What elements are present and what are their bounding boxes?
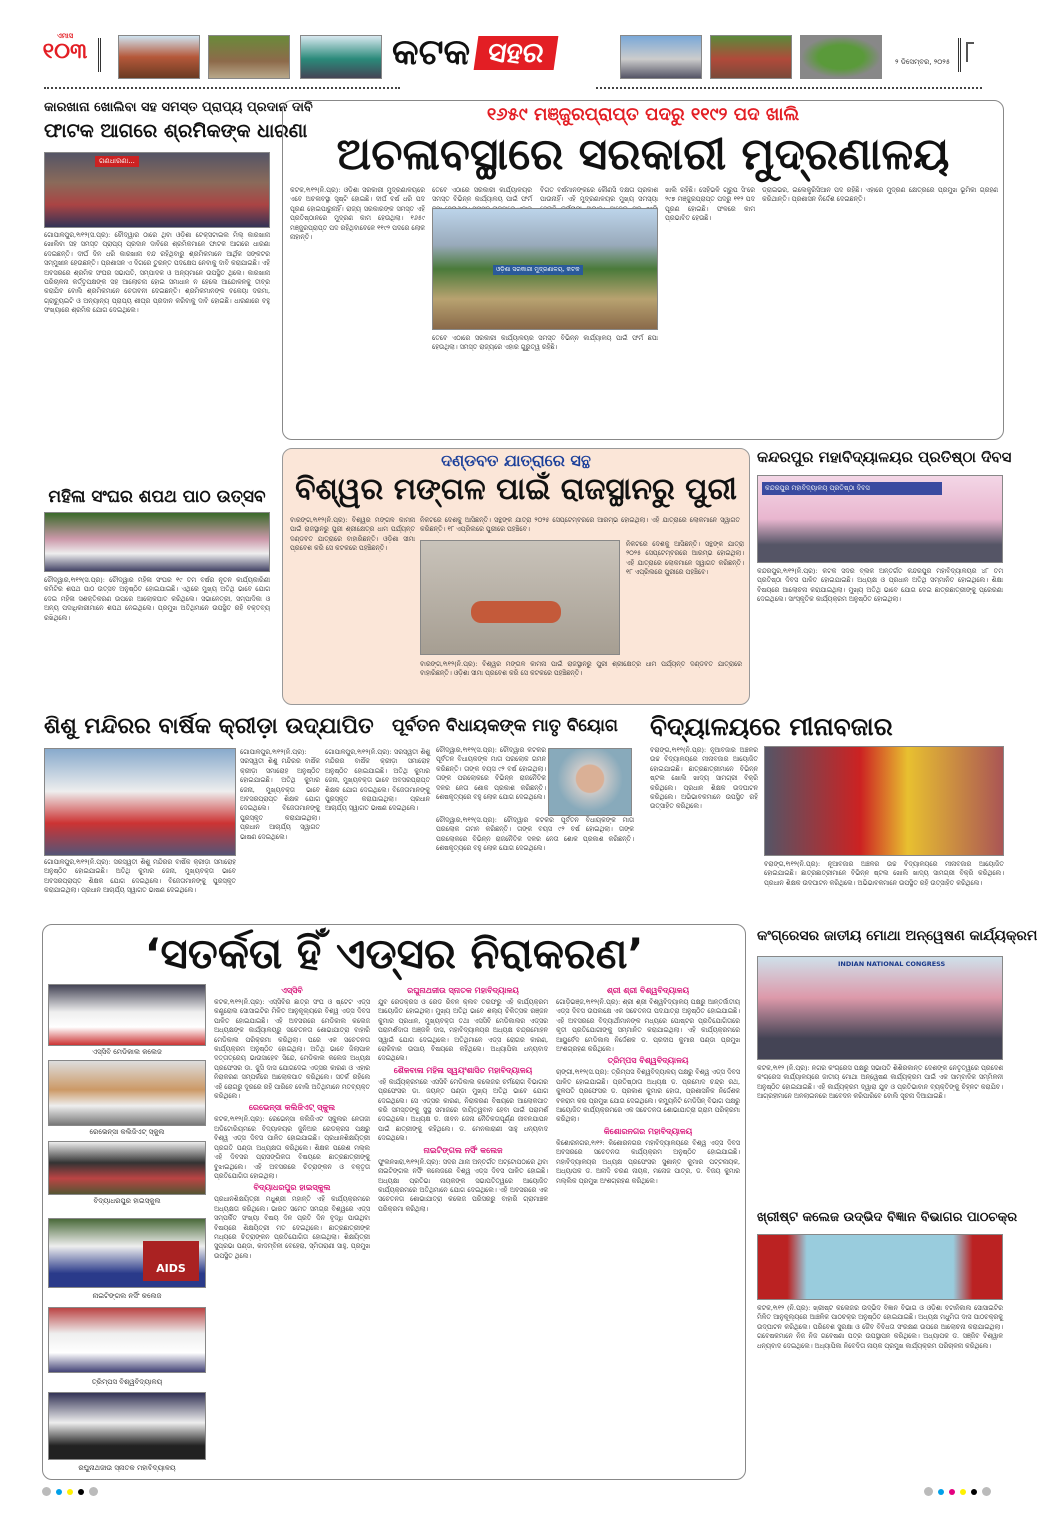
section-body: ଫୁଲନଖରା,୧ା୧୨(ନି.ପ୍ର): ସଦର ଥାନା ଅନ୍ତର୍ଗତ ଅଟ୍ଟୋପଠାରେ ଥିବା ନାଇଟିଙ୍ଗଲ ନର୍ସିଂ କଲେଜରେ ବିଶ୍ୱ ଏଡ୍‌ସ ଦିବସ ପାଳିତ ହୋଇଛି। ଅଧ୍ୟକ୍ଷା ପ୍ରତିଭା ନାୟକଙ୍କ ସଭାପତିତ୍ୱରେ ଆୟୋଜିତ କାର୍ଯ୍ୟକ୍ରମରେ ଅତିଥିମାନେ ଯୋଗ ଦେଇଥିଲେ। ଏହି ଅବସରରେ ଏକ ସଚେତନତା ଶୋଭାଯାତ୍ରା କଲେଜ ପରିସରରୁ ବାହାରି ଗ୍ରାମାଞ୍ଚଳ ପରିକ୍ରମା କରିଥିଲା।	[378, 1157, 548, 1213]
ravenshaw-photo	[48, 1060, 206, 1126]
registration-dot	[949, 1489, 955, 1495]
masthead	[0, 30, 1020, 90]
registration-dot	[971, 1489, 977, 1495]
press-building-photo	[432, 208, 658, 330]
sports-photo	[44, 748, 236, 856]
registration-dot	[89, 1487, 98, 1496]
header-photo-temple	[118, 35, 200, 79]
section-head: ଶୈଳବାଳା ମହିଳା ସ୍ୱୟଂଶାସିତ ମହାବିଦ୍ୟାଳୟ	[393, 1065, 533, 1075]
header-photo-fort	[208, 35, 290, 79]
obituary-body-top: ଚୌଦ୍ୱାର,୧ା୧୨(ସ.ପ୍ର): ଚୌଦ୍ୱାର କଟକର ପୂର୍ବତନ ବିଧାୟକଙ୍କ ମାତା ପରଲୋକ ଗମନ କରିଛନ୍ତି। ତାଙ୍କ ବୟସ ୯୨ ବର୍ଷ ହୋଇଥିଲା। ତାଙ୍କ ପରଲୋକରେ ବିଭିନ୍ନ ରାଜନୈତିକ ଦଳର ନେତା ଶୋକ ପ୍ରକାଶ କରିଛନ୍ତି। ଶେଷକୃତ୍ୟରେ ବହୁ ଲୋକ ଯୋଗ ଦେଇଥିଲେ।	[436, 746, 546, 802]
section-body: ପ୍ରଧାନଶିକ୍ଷୟିତ୍ରୀ ମଧୁଶ୍ରୀ ମହାନ୍ତି ଏହି କାର୍ଯ୍ୟକ୍ରମରେ ଅଧ୍ୟକ୍ଷତା କରିଥିଲେ। ଭାରତ ସମେତ ସମଗ୍ର ବିଶ୍ୱରେ ଏଡ୍‌ସ ସମ୍ପର୍କିତ ସଂଖ୍ୟା ବିଷୟ ଦିନ ପ୍ରତି ଦିନ ବୃଦ୍ଧି ପାଉଥିବା ବିଷୟରେ ଶିକ୍ଷୟିତ୍ରୀ ମତ ଦେଇଥିଲେ। ଛାତ୍ରଛାତ୍ରୀଙ୍କ ମଧ୍ୟରେ ଚିତ୍ରାଙ୍କନ ପ୍ରତିଯୋଗିତା ହୋଇଥିଲା। ଶିକ୍ଷୟିତ୍ରୀ ସୁପ୍ରଭା ପଣ୍ଡା, କାଦମ୍ବିନୀ ବେହେରା, ସ୍ମିତାରାଣୀ ସାହୁ, ପ୍ରମୁଖ ଉପସ୍ଥିତ ଥିଲେ।	[214, 1195, 370, 1260]
edition-badge-top: ଏମାସ	[56, 32, 74, 40]
obituary-portrait	[548, 748, 632, 816]
congress-body: କଟକ,୧ା୧୨ (ନି.ପ୍ର): ନଗର କଂଗ୍ରେସ ପକ୍ଷରୁ ସଭାପତି ଶିଶିରକାନ୍ତ ଦେଶଙ୍କ ନେତୃତ୍ୱରେ ପ୍ରଦେଶ କଂଗ୍ରେସ କାର୍ଯ୍ୟାଳୟରେ ଜାତୀୟ ମୋଥା ଅନ୍ୱେଷଣ କାର୍ଯ୍ୟକ୍ରମ ପାଇଁ ଏକ ସାମ୍ବାଦିକ ସମ୍ମିଳନୀ ଅନୁଷ୍ଠିତ ହୋଇଯାଇଛି। ଏହି କାର୍ଯ୍ୟକ୍ରମ ଦ୍ୱାରା ଯୁବ ଓ ପ୍ରତିଭାବାନ ବ୍ୟକ୍ତିଙ୍କୁ ଚିହ୍ନଟ କରାଯିବ। ଆଗ୍ରହୀମାନେ ଅନଲାଇନରେ ଆବେଦନ କରିପାରିବେ ବୋଲି ସୂଚନା ଦିଆଯାଇଛି।	[757, 1064, 1003, 1101]
raghunathjew-photo	[48, 1392, 206, 1460]
registration-dot	[67, 1489, 73, 1495]
section-body: ଗୋଡ଼ିଭଞ୍ଜ,୧ା୧୨(ନି.ପ୍ର): ଶ୍ରୀ ଶ୍ରୀ ବିଶ୍ୱବିଦ୍ୟାଳୟ ପକ୍ଷରୁ ଆନ୍ତର୍ଜାତୀୟ ଏଡ୍‌ସ ଦିବସ ଉପଲକ୍ଷେ ଏକ ସଚେତନତା ପଦଯାତ୍ରା ଅନୁଷ୍ଠିତ ହୋଇଯାଇଛି। ଏହି ଅବସରରେ ବିଦ୍ୟାର୍ଥୀମାନଙ୍କ ମଧ୍ୟରେ ପୋଷ୍ଟର ପ୍ରତିଯୋଗିତାରେ କୃତୀ ପ୍ରତିଯୋଗୀଙ୍କୁ ସମ୍ମାନିତ କରାଯାଇଥିଲା। ଏହି କାର୍ଯ୍ୟକ୍ରମରେ ଆୟୁର୍ବେଦ ମେଡିକାଲ ନିର୍ଦ୍ଦେଶକ ଡ. ପ୍ରଦୀପ କୁମାର ପଣ୍ଡା ପ୍ରମୁଖ ଅଂଶଗ୍ରହଣ କରିଥିଲେ।	[556, 998, 740, 1054]
header-photo-station	[300, 35, 382, 79]
lead-body-col5: ଡ୍ରାଇଭର, ଇଲେକ୍ଟ୍ରିସିଆନ ପଦ ରହିଛି। ଏହାରେ ମୁଦ୍ରଣ କ୍ଷେତ୍ରରେ ପ୍ରମୁଖ ଭୂମିକା ଗ୍ରହଣ କରିଥାନ୍ତି। ପ୍ରଶାସନ ନିର୍ଦ୍ଦେଶ ଦେଇଛନ୍ତି।	[762, 186, 998, 204]
registration-dot	[960, 1489, 966, 1495]
shishu-body-col2: ଗୋପାଳପୁର,୧ା୧୨(ନି.ପ୍ର): ସରସ୍ୱତୀ ଶିଶୁ ମନ୍ଦିରର ବାର୍ଷିକ କ୍ରୀଡ଼ା ସମାରୋହ ଅନୁଷ୍ଠିତ ହୋଇଯାଇଛି। ଅତିଥି କୁମାର ଜେନା, ମୁଖ୍ୟବକ୍ତା ଭାବେ ଅବସରପ୍ରାପ୍ତ ଶିକ୍ଷକ ଯୋଗ ଦେଇଥିଲେ। ବିଜେତାମାନଙ୍କୁ ପୁରସ୍କୃତ କରାଯାଇଥିଲା। ପ୍ରଧାନ ଆଚାର୍ଯ୍ୟ ସ୍ୱାଗତ ଭାଷଣ ଦେଇଥିଲେ।	[325, 748, 430, 813]
left-top-kicker: କାରଖାନା ଖୋଲିବା ସହ ସମସ୍ତ ପ୍ରାପ୍ୟ ପ୍ରଦାନ ଦାବି	[44, 100, 313, 115]
lead-headline: ଅଚଳାବସ୍ଥାରେ ସରକାରୀ ମୁଦ୍ରଣାଳୟ	[336, 129, 950, 180]
section-head: ବିଦ୍ୟାଧରପୁର ହାଇସ୍କୁଲ	[253, 1183, 331, 1193]
registration-dot	[924, 1487, 933, 1496]
danda-body-bottom: ବାରଙ୍ଗ,୧ା୧୨(ନି.ପ୍ର): ବିଶ୍ୱର ମଙ୍ଗଳ କାମନା ପାଇଁ ରାଜସ୍ଥାନରୁ ପୁରୀ ଶ୍ରୀକ୍ଷେତ୍ର ଧାମ ପର୍ଯ୍ୟନ୍ତ ଦଣ୍ଡବତ ଯାତ୍ରାରେ ବାହାରିଛନ୍ତି। ଓଡ଼ିଶା ସୀମା ପ୍ରବେଶ କରି ସେ କଟକରେ ପହଞ୍ଚିଛନ୍ତି।	[420, 660, 742, 678]
header-photo-heritage	[710, 35, 792, 79]
section-head: ଶ୍ରୀ ଶ୍ରୀ ବିଶ୍ୱବିଦ୍ୟାଳୟ	[606, 986, 690, 995]
shishu-headline: ଶିଶୁ ମନ୍ଦିରର ବାର୍ଷିକ କ୍ରୀଡ଼ା ଉଦ୍‌ଯାପିତ	[44, 714, 374, 739]
obituary-body: ଚୌଦ୍ୱାର,୧ା୧୨(ସ.ପ୍ର): ଚୌଦ୍ୱାର କଟକର ପୂର୍ବତନ ବିଧାୟକଙ୍କ ମାତା ପରଲୋକ ଗମନ କରିଛନ୍ତି। ତାଙ୍କ ବୟସ ୯୨ ବର୍ଷ ହୋଇଥିଲା। ତାଙ୍କ ପରଲୋକରେ ବିଭିନ୍ନ ରାଜନୈତିକ ଦଳର ନେତା ଶୋକ ପ୍ରକାଶ କରିଛନ୍ତି। ଶେଷକୃତ୍ୟରେ ବହୁ ଲୋକ ଯୋଗ ଦେଇଥିଲେ।	[436, 816, 634, 853]
meena-bazaar-photo	[764, 746, 1004, 856]
building-signboard: ଓଡ଼ିଶା ସରକାରୀ ମୁଦ୍ରଣାଳୟ, କଟକ	[493, 265, 583, 275]
danda-headline: ବିଶ୍ୱର ମଙ୍ଗଳ ପାଇଁ ରାଜସ୍ଥାନରୁ ପୁରୀ	[295, 472, 737, 507]
lead-kicker: ୧୬୫୯ ମଞ୍ଜୁରପ୍ରାପ୍ତ ପଦରୁ ୧୧୯୨ ପଦ ଖାଲି	[486, 104, 800, 125]
registration-dot	[78, 1489, 84, 1495]
photo-banner: ଗଣଧାରଣା...	[95, 156, 139, 167]
shishu-body-right: ଗୋପାଳପୁର,୧ା୧୨(ନି.ପ୍ର): ସରସ୍ୱତୀ ଶିଶୁ ମନ୍ଦିରର ବାର୍ଷିକ କ୍ରୀଡ଼ା ସମାରୋହ ଅନୁଷ୍ଠିତ ହୋଇଯାଇଛି। ଅତିଥି କୁମାର ଜେନା, ମୁଖ୍ୟବକ୍ତା ଭାବେ ଅବସରପ୍ରାପ୍ତ ଶିକ୍ଷକ ଯୋଗ ଦେଇଥିଲେ। ବିଜେତାମାନଙ୍କୁ ପୁରସ୍କୃତ କରାଯାଇଥିଲା। ପ୍ରଧାନ ଆଚାର୍ଯ୍ୟ ସ୍ୱାଗତ ଭାଷଣ ଦେଇଥିଲେ।	[240, 748, 320, 841]
meena-bazaar-body-left: ବରାଙ୍ଗ,୧ା୧୨(ନି.ପ୍ର): ନୂଆବଜାର ଅଞ୍ଚଳର ଉଚ୍ଚ ବିଦ୍ୟାଳୟରେ ମୀନାବଜାର ଆୟୋଜିତ ହୋଇଯାଇଛି। ଛାତ୍ରଛାତ୍ରୀମାନେ ବିଭିନ୍ନ ଷ୍ଟଲ ଖୋଲି ଖାଦ୍ୟ ସାମଗ୍ରୀ ବିକ୍ରି କରିଥିଲେ। ପ୍ରଧାନ ଶିକ୍ଷକ ଉଦଘାଟନ କରିଥିଲେ। ଅଭିଭାବକମାନେ ଉପସ୍ଥିତ ରହି ଉତ୍ସାହିତ କରିଥିଲେ।	[650, 746, 758, 811]
christ-college-headline: ଖ୍ରୀଷ୍ଟ କଲେଜ ଉଦ୍ଭିଦ ବିଜ୍ଞାନ ବିଭାଗର ପାଠଚକ୍ର	[757, 1210, 1018, 1225]
workers-dharna-photo	[44, 152, 270, 228]
scb-photo	[48, 984, 206, 1046]
header-rule-left	[44, 87, 400, 89]
header-photo-stadium	[800, 35, 882, 79]
lead-body-under-photo: ତେବେ ଏଠାରେ ସରକାରୀ କାର୍ଯ୍ୟାଳୟର ସମସ୍ତ ବିଭିନ୍ନ କାର୍ଯ୍ୟାଳୟ ପାଇଁ ଫର୍ମ ଛପା ହେଉଥିଲା। ସମସ୍ତ ରାଜ୍ୟରେ ଏହାର ଗୁରୁତ୍ୱ ରହିଛି।	[432, 334, 658, 352]
aids-column-3	[556, 984, 740, 1474]
congress-press-photo	[757, 956, 1003, 1060]
photo-caption: ରେଭେନ୍ସା କଲିଜିଏଟ୍ ସ୍କୁଲ	[89, 1128, 165, 1136]
photo-caption: ତ୍ରିମ୍ପସ ବିଶ୍ୱବିଦ୍ୟାଳୟ	[91, 1378, 163, 1386]
saint-dandabat-photo	[420, 540, 620, 655]
masthead-title-left: କଟକ	[392, 32, 471, 73]
aids-placard: AIDS	[143, 1241, 199, 1281]
kandarpur-headline: କନ୍ଦରପୁର ମହାବିଦ୍ୟାଳୟର ପ୍ରତିଷ୍ଠା ଦିବସ	[757, 448, 1012, 466]
christ-college-photo	[757, 1234, 1003, 1300]
saint-figure	[471, 601, 561, 623]
masthead-title	[392, 32, 556, 74]
aids-headline: ‘ସତର୍କତା ହିଁ ଏଡ୍‌ସର ନିରାକରଣ’	[144, 929, 644, 978]
kandarpur-body: କନ୍ଦରପୁର,୧ା୧୨(ନି.ପ୍ର): କଟକ ସଦର ବ୍ଲକ ଅନ୍ତର୍ଗତ କନ୍ଦରପୁର ମହାବିଦ୍ୟାଳୟର ୪୮ ତମ ପ୍ରତିଷ୍ଠା ଦିବସ ପାଳିତ ହୋଇଯାଇଛି। ଅଧ୍ୟକ୍ଷ ଓ ପ୍ରଧାନ ଅତିଥି ସମ୍ମାନିତ ହୋଇଥିଲେ। ଶିକ୍ଷା ବିଷୟରେ ଆଲୋଚନା କରାଯାଇଥିଲା। ମୁଖ୍ୟ ଅତିଥି ଭାବେ ଯୋଗ ଦେଇ ଛାତ୍ରଛାତ୍ରୀଙ୍କୁ ପ୍ରେରଣା ଦେଇଥିଲେ। ସାଂସ୍କୃତିକ କାର୍ଯ୍ୟକ୍ରମ ଅନୁଷ୍ଠିତ ହୋଇଥିଲା।	[757, 567, 1003, 604]
left-mid-title: ମହିଳା ସଂଘର ଶପଥ ପାଠ ଉତ୍ସବ	[48, 487, 266, 507]
trimps-photo	[48, 1307, 206, 1373]
section-body: କଟକ,୧ା୧୨(ନି.ପ୍ର): ଏସ୍‌ସିବିର ଛାତ୍ର ସଂଘ ଓ ଷ୍ଟେଟ ଏଡ୍‌ସ କଣ୍ଟ୍ରୋଲ ସୋସାଇଟିର ମିଳିତ ଆନୁକୂଲ୍ୟରେ ବିଶ୍ୱ ଏଡ୍‌ସ ଦିବସ ପାଳିତ ହୋଇଯାଇଛି। ଏହି ଅବସରରେ ମେଡିକାଲ କଲେଜ ଅଧ୍ୟକ୍ଷଙ୍କ କାର୍ଯ୍ୟାଳୟରୁ ସଚେତନତା ଶୋଭାଯାତ୍ରା ବାହାରି ମେଡିକାଲ ପରିକ୍ରମା କରିଥିଲା। ପରେ ଏକ ସଚେତନତା କାର୍ଯ୍ୟକ୍ରମ ଅନୁଷ୍ଠିତ ହୋଇଥିଲା। ଅତିଥି ଭାବେ ଜିଲାପାଳ ଦତ୍ତାତ୍ରେୟ ଭାଉସାହେବ ସିନ୍ଦେ, ମେଡିକାଲ କଲେଜ ଅଧ୍ୟକ୍ଷ ପ୍ରଫେସର ଡା. ଜୁସି ଦାସ ଯୋଗଦେଇ ଏଡ୍‌ସର କାରଣ ଓ ଏହାର ନିରାକରଣ ସମ୍ପର୍କରେ ଆଲୋକପାତ କରିଥିଲେ। ସତର୍କ ରହିଲେ ଏହି ରୋଗରୁ ଦୂରରେ ରହି ପାରିବେ ବୋଲି ଅତିଥିମାନେ ମତବ୍ୟକ୍ତ କରିଥିଲେ।	[214, 998, 371, 1101]
danda-kicker: ଦଣ୍ଡବତ ଯାତ୍ରାରେ ସନ୍ଥ	[441, 451, 591, 470]
registration-marks-right	[924, 1487, 991, 1496]
kandarpur-college-photo	[757, 475, 1003, 563]
meena-bazaar-headline: ବିଦ୍ୟାଳୟରେ ମୀନାବଜାର	[650, 712, 893, 741]
photo-caption: ନାଇଟିଙ୍ଗଲ ନର୍ସିଂ କଲେଜ	[92, 1292, 162, 1300]
edition-badge-number: ୧୦୩	[42, 39, 88, 64]
danda-body-left: ବାରଙ୍ଗ,୧ା୧୨(ନି.ପ୍ର): ବିଶ୍ୱର ମଙ୍ଗଳ କାମନା ପାଇଁ ରାଜସ୍ଥାନରୁ ପୁରୀ ଶ୍ରୀକ୍ଷେତ୍ର ଧାମ ପର୍ଯ୍ୟନ୍ତ ଦଣ୍ଡବତ ଯାତ୍ରାରେ ବାହାରିଛନ୍ତି। ଓଡ଼ିଶା ସୀମା ପ୍ରବେଶ କରି ସେ କଟକରେ ପହଞ୍ଚିଛନ୍ତି।	[290, 516, 415, 553]
photo-caption: ରଘୁନାଥଜୀଉ ସ୍ନାତକ ମହାବିଦ୍ୟାଳୟ	[78, 1464, 176, 1472]
danda-body-top: ନିକଟରେ ଦେଶକୁ ଆସିଛନ୍ତି। ସନ୍ଥଙ୍କ ଯାତ୍ରା ୨୦୨୫ ସେପ୍ଟେମ୍ବରରେ ଆରମ୍ଭ ହୋଇଥିଲା। ଏହି ଯାତ୍ରାରେ ଲୋକମାନେ ସ୍ୱାଗତ କରିଛନ୍ତି। ୧୮ ଏପ୍ରିଲରେ ପୁରୀରେ ପହଞ୍ଚିବେ।	[420, 516, 740, 534]
lead-body-col1: କଟକ,୧ା୧୨(ନି.ପ୍ର): ଓଡ଼ିଶା ସରକାରୀ ମୁଦ୍ରଣାଳୟରେ ଏବେ ଅଚଳାବସ୍ଥା ସୃଷ୍ଟି ହୋଇଛି। ଦୀର୍ଘ ବର୍ଷ ଧରି ପଦ ପୂରଣ ହୋଇପାରୁନାହିଁ। ରାଜ୍ୟ ସରକାରଙ୍କ ସମସ୍ତ ଏହି ପ୍ରତିଷ୍ଠାନରେ ମୁଦ୍ରଣ କାମ ହେଉଥିଲା। ୧୬୫୯ ମଞ୍ଜୁରପ୍ରାପ୍ତ ପଦ ରହିଥିବାବେଳେ ୧୧୯୨ ପଦରେ ଲୋକ ନାହାନ୍ତି।	[290, 186, 425, 242]
lead-body-col3: ବିଗତ ବର୍ଷମାନଙ୍କରେ କୌଣସି ଦକ୍ଷତା ପ୍ରକାଶ ପାଉନାହିଁ। ଏହି ମୁଦ୍ରଣାଳୟର ମୁଖ୍ୟ ସମସ୍ୟା	[540, 186, 658, 204]
photo-caption: ବିଦ୍ୟାଧରପୁର ହାଇସ୍କୁଲ	[93, 1197, 161, 1205]
section-body: ଚାଙ୍ଗୀ,୧ା୧୨(ସ.ପ୍ର): ତ୍ରିମ୍ପସ ବିଶ୍ୱବିଦ୍ୟାଳୟ ପକ୍ଷରୁ ବିଶ୍ୱ ଏଡ୍‌ସ ଦିବସ ପାଳିତ ହୋଇଯାଇଛି। ପ୍ରତିଷ୍ଠାତା ଅଧ୍ୟକ୍ଷ ଡ. ପ୍ରମୋଦ ଚନ୍ଦ୍ର ରଥ, କୁଳପତି ପ୍ରଫେସର ଡ. ପ୍ରକାଶ କୁମାର ହୋତା, ପ୍ରଶାସନିକ ନିର୍ଦ୍ଦେଶକ ବଳରାମ କର ପ୍ରମୁଖ ଯୋଗ ଦେଇଥିଲେ। କମ୍ୟୁନିଟି ମେଡିସିନ୍ ବିଭାଗ ପକ୍ଷରୁ ଆୟୋଜିତ କାର୍ଯ୍ୟକ୍ରମରେ ଏକ ସଚେତନତା ଶୋଭାଯାତ୍ରା ଗ୍ରାମ ପରିକ୍ରମା କରିଥିଲା।	[556, 1068, 740, 1124]
congress-headline: କଂଗ୍ରେସର ଜାତୀୟ ମୋଥା ଅନ୍ୱେଷଣ କାର୍ଯ୍ୟକ୍ରମ	[757, 928, 1037, 944]
lead-body-col2: ତେବେ ଏଠାରେ ସରକାରୀ କାର୍ଯ୍ୟାଳୟର ସମସ୍ତ ବିଭିନ୍ନ କାର୍ଯ୍ୟାଳୟ ପାଇଁ ଫର୍ମ	[432, 186, 532, 204]
left-mid-body: ଚୌଦ୍ୱାର,୧ା୧୨(ସ.ପ୍ର): ଚୌଦ୍ୱାର ମହିଳା ସଂଘର ୧୯ ତମ ବର୍ଷର ନୂତନ କାର୍ଯ୍ୟକାରିଣୀ କମିଟିର ଶପଥ ପାଠ ଉତ୍ସବ ଅନୁଷ୍ଠିତ ହୋଇଯାଇଛି। ଏଥିରେ ମୁଖ୍ୟ ଅତିଥି ଭାବେ ଯୋଗ ଦେଇ ମହିଳା ସଶକ୍ତିକରଣ ଉପରେ ଆଲୋକପାତ କରିଥିଲେ। ସଭାନେତ୍ରୀ, ସମ୍ପାଦିକା ଓ ଅନ୍ୟ ପଦାଧିକାରୀମାନେ ଶପଥ ନେଇଥିଲେ। ପ୍ରମୁଖ ଅତିଥିମାନେ ଉପସ୍ଥିତ ରହି ବକ୍ତବ୍ୟ ରଖିଥିଲେ।	[44, 576, 270, 622]
registration-dot	[938, 1489, 944, 1495]
issue-date: ୨ ଡିସେମ୍ବର, ୨୦୨୫	[895, 58, 951, 66]
left-top-body: ଗୋପାଳପୁର,୧ା୧୨(ସ.ପ୍ର): ଚୌଦ୍ୱାର ଠାରେ ଥିବା ଓଡ଼ିଶା ଟେକ୍ସଟାଇଲ ମିଲ୍ କାରଖାନା ଖୋଲିବା ସହ ସମସ୍ତ ପ୍ରାପ୍ୟ ପ୍ରଦାନ ଦାବିରେ ଶ୍ରମିକମାନେ ଫାଟକ ଆଗରେ ଧାରଣା ଦେଇଛନ୍ତି। ଦୀର୍ଘ ଦିନ ଧରି କାରଖାନା ବନ୍ଦ ରହିଥିବାରୁ ଶ୍ରମିକମାନେ ଆର୍ଥିକ ସଙ୍କଟର ସମ୍ମୁଖୀନ ହେଉଛନ୍ତି। ପ୍ରଶାସନ ଏ ଦିଗରେ ତୁରନ୍ତ ପଦକ୍ଷେପ ନେବାକୁ ଦାବି କରାଯାଇଛି। ଏହି ଅବସରରେ ଶ୍ରମିକ ସଂଘର ସଭାପତି, ସମ୍ପାଦକ ଓ ଅନ୍ୟମାନେ ଉପସ୍ଥିତ ଥିଲେ। କାରଖାନା ପରିଚାଳନା କର୍ତ୍ତୃପକ୍ଷଙ୍କ ସହ ଆଲୋଚନା ହୋଇ ସମାଧାନ ନ ହେଲେ ଆନ୍ଦୋଳନକୁ ତୀବ୍ର କରାଯିବ ବୋଲି ଶ୍ରମିକମାନେ ଚେତାବନୀ ଦେଇଛନ୍ତି। ଶ୍ରମିକମାନଙ୍କ ବକେୟା ଦରମା, ଗ୍ରାଚ୍ୟୁଇଟି ଓ ଅନ୍ୟାନ୍ୟ ପ୍ରାପ୍ୟ ଶୀଘ୍ର ପ୍ରଦାନ କରିବାକୁ ଦାବି ହୋଇଛି। ଧାରଣାରେ ବହୁ ସଂଖ୍ୟାରେ ଶ୍ରମିକ ଯୋଗ ଦେଇଥିଲେ।	[44, 231, 270, 315]
nightingale-photo	[48, 1218, 206, 1288]
section-head: ଏସ୍‌ସିବି	[281, 986, 303, 995]
section-head: ନାଇଟିଙ୍ଗଲ ନର୍ସିଂ କଲେଜ	[423, 1145, 503, 1155]
section-head: ରଘୁନାଥଜୀଉ ସ୍ନାତକ ମହାବିଦ୍ୟାଳୟ	[407, 986, 519, 995]
shishu-body-bottom: ଗୋପାଳପୁର,୧ା୧୨(ନି.ପ୍ର): ସରସ୍ୱତୀ ଶିଶୁ ମନ୍ଦିରର ବାର୍ଷିକ କ୍ରୀଡ଼ା ସମାରୋହ ଅନୁଷ୍ଠିତ ହୋଇଯାଇଛି। ଅତିଥି କୁମାର ଜେନା, ମୁଖ୍ୟବକ୍ତା ଭାବେ ଅବସରପ୍ରାପ୍ତ ଶିକ୍ଷକ ଯୋଗ ଦେଇଥିଲେ। ବିଜେତାମାନଙ୍କୁ ପୁରସ୍କୃତ କରାଯାଇଥିଲା। ପ୍ରଧାନ ଆଚାର୍ଯ୍ୟ ସ୍ୱାଗତ ଭାଷଣ ଦେଇଥିଲେ।	[44, 858, 236, 895]
divider	[958, 38, 961, 72]
photo-banner: କନ୍ଦରପୁର ମହାବିଦ୍ୟାଳୟ ପ୍ରତିଷ୍ଠା ଦିବସ	[762, 482, 942, 495]
registration-dot	[982, 1487, 991, 1496]
section-body: କଟକ,୧ା୧୨(ନି.ପ୍ର): ରେଭେନ୍ସା କଲିଜିଏଟ ସ୍କୁଲର ନେତାଜୀ ଅଡିଟୋରିୟମରେ ବିଦ୍ୟାଳୟର ଜୁନିଅର ରେଡକ୍ରସ ପକ୍ଷରୁ ବିଶ୍ୱ ଏଡ୍‌ସ ଦିବସ ପାଳିତ ହୋଇଯାଇଛି। ପ୍ରଧାନଶିକ୍ଷୟିତ୍ରୀ ପ୍ରଗତି ପଣ୍ଡା ଅଧ୍ୟକ୍ଷତା କରିଥିଲେ। ଶିକ୍ଷକ ପରେଶ ମଲ୍ଲ ଏହି ଦିବସର ପ୍ରାସଙ୍ଗିକତା ବିଷୟରେ ଛାତ୍ରଛାତ୍ରୀଙ୍କୁ ବୁଝାଇଥିଲେ। ଏହି ଅବସରରେ ଚିତ୍ରାଙ୍କନ ଓ ବକ୍ତୃତା ପ୍ରତିଯୋଗିତା ହୋଇଥିଲା।	[214, 1115, 370, 1180]
lead-body-col4: ଖାଲି ରହିଛି। ସେହିଭଳି ଗ୍ରୁପ ସି'ରେ ୨୯୭ ମଞ୍ଜୁରପ୍ରାପ୍ତ ପଦରୁ ୧୧୨ ପଦ ପୂରଣ ହୋଇଛି। ଫଳରେ କାମ ପ୍ରଭାବିତ ହେଉଛି।	[665, 186, 755, 223]
left-top-title: ଫାଟକ ଆଗରେ ଶ୍ରମିକଙ୍କ ଧାରଣା	[44, 120, 308, 142]
aids-column-2	[378, 984, 548, 1474]
registration-dot	[42, 1487, 51, 1496]
vidyadharpur-photo	[48, 1141, 206, 1195]
divider	[98, 38, 101, 72]
header-photo-monument	[620, 35, 702, 79]
section-body: ଏହି କାର୍ଯ୍ୟକ୍ରମରେ ଏସସିବି ମେଡିକାଲ କଲେଜର ଚର୍ମରୋଗ ବିଭାଗର ପ୍ରଫେସର ଡା. ଜୟନ୍ତ ପଣ୍ଡା ମୁଖ୍ୟ ଅତିଥି ଭାବେ ଯୋଗ ଦେଇଥିଲେ। ସେ ଏଡ୍‌ସର କାରଣ, ନିରାକରଣ ବିଷୟରେ ଆଲୋକପାତ କରି ସମସ୍ତଙ୍କୁ ସୁସ୍ଥ ସମାଜରେ ଦାୟିତ୍ୱବାନ ହେବା ପାଇଁ ପରାମର୍ଶ ଦେଇଥିଲେ। ଅଧ୍ୟକ୍ଷ ଡ. ଜୀବନ ଜେନା ନୈତିକତାପୂର୍ଣ୍ଣ ଜୀବନଯାପନ ପାଇଁ ଛାତ୍ରୀଙ୍କୁ କହିଥିଲେ। ଡ. ମେନକାରାଣୀ ସାହୁ ଧନ୍ୟବାଦ ଦେଇଥିଲେ।	[378, 1077, 548, 1143]
section-head: ରେଭେନ୍ସା କଲିଜିଏଟ୍ ସ୍କୁଲ	[248, 1103, 336, 1113]
meena-bazaar-body-bottom: ବରାଙ୍ଗ,୧ା୧୨(ନି.ପ୍ର): ନୂଆବଜାର ଅଞ୍ଚଳର ଉଚ୍ଚ ବିଦ୍ୟାଳୟରେ ମୀନାବଜାର ଆୟୋଜିତ ହୋଇଯାଇଛି। ଛାତ୍ରଛାତ୍ରୀମାନେ ବିଭିନ୍ନ ଷ୍ଟଲ ଖୋଲି ଖାଦ୍ୟ ସାମଗ୍ରୀ ବିକ୍ରି କରିଥିଲେ। ପ୍ରଧାନ ଶିକ୍ଷକ ଉଦଘାଟନ କରିଥିଲେ। ଅଭିଭାବକମାନେ ଉପସ୍ଥିତ ରହି ଉତ୍ସାହିତ କରିଥିଲେ।	[764, 860, 1004, 887]
section-body: କିଶୋରନଗର,୧ା୧୨: କିଶୋରନଗର ମହାବିଦ୍ୟାଳୟରେ ବିଶ୍ୱ ଏଡ୍‌ସ ଦିବସ ଅବସରରେ ସଚେତନତା କାର୍ଯ୍ୟକ୍ରମ ଅନୁଷ୍ଠିତ ହୋଇଯାଇଛି। ମହାବିଦ୍ୟାଳୟର ଅଧ୍ୟକ୍ଷ ପ୍ରଫେସର ସୁଶାନ୍ତ କୁମାର ପଟ୍ଟନାୟକ, ଅଧ୍ୟାପକ ଡ. ଅନାଦି ଚରଣ ନାୟକ, ମନୋଜ ପାତ୍ର, ଡ. ବିଜୟ କୁମାର ମଲ୍ଲିକ ପ୍ରମୁଖ ଅଂଶଗ୍ରହଣ କରିଥିଲେ।	[556, 1138, 740, 1185]
registration-marks-left	[42, 1487, 98, 1496]
edition-badge	[40, 32, 90, 63]
masthead-title-right: ସହର	[474, 36, 559, 70]
aids-column-1	[214, 984, 370, 1474]
registration-dot	[56, 1489, 62, 1495]
section-head: କିଶୋରନଗର ମହାବିଦ୍ୟାଳୟ	[603, 1126, 693, 1136]
section-body: ଯୁବ ରେଡକ୍ରସ ଓ ରେଡ ରିବନ କ୍ଲବ ତରଫରୁ ଏହି କାର୍ଯ୍ୟକ୍ରମ ଆୟୋଜିତ ହୋଇଥିଲା। ମୁଖ୍ୟ ଅତିଥି ଭାବେ ଶଲ୍ୟ ଚିକିତ୍ସକ ରଞ୍ଜନ କୁମାର ପ୍ରଧାନ, ମୁଖ୍ୟବକ୍ତା ତଥା ଏସସିବି ମେଡିକାଲର ଏଡ୍‌ସର ପରାମର୍ଶଦାତା ଅଞ୍ଜଳି ଦାସ, ମହାବିଦ୍ୟାଳୟର ଅଧ୍ୟକ୍ଷ ଚନ୍ଦ୍ରମୋହନ ସ୍ୱାଇଁ ଯୋଗ ଦେଇଥିଲେ। ଅତିଥିମାନେ ଏଡ୍‌ସ ରୋଗର କାରଣ, ରୋକିବାର ଉପାୟ ବିଷୟରେ କହିଥିଲେ। ଅଧ୍ୟାପିକା ଧନ୍ୟବାଦ ଦେଇଥିଲେ।	[378, 998, 548, 1063]
section-head: ତ୍ରିମ୍ପସ ବିଶ୍ୱବିଦ୍ୟାଳୟ	[607, 1056, 689, 1066]
corner-mark	[966, 42, 974, 62]
women-association-photo	[44, 512, 270, 572]
danda-body-right: ନିକଟରେ ଦେଶକୁ ଆସିଛନ୍ତି। ସନ୍ଥଙ୍କ ଯାତ୍ରା ୨୦୨୫ ସେପ୍ଟେମ୍ବରରେ ଆରମ୍ଭ ହୋଇଥିଲା। ଏହି ଯାତ୍ରାରେ ଲୋକମାନେ ସ୍ୱାଗତ କରିଛନ୍ତି। ୧୮ ଏପ୍ରିଲରେ ପୁରୀରେ ପହଞ୍ଚିବେ।	[626, 540, 744, 577]
photo-banner: INDIAN NATIONAL CONGRESS	[838, 960, 946, 968]
obituary-headline: ପୂର୍ବତନ ବିଧାୟକଙ୍କ ମାତୃ ବିୟୋଗ	[392, 716, 618, 736]
photo-caption: ଏସ୍‌ସିବି ମେଡିକାଲ କଲେଜ	[92, 1048, 162, 1056]
header-rule-right	[596, 87, 982, 89]
christ-college-body: କଟକ,୧ା୧୨ (ନି.ପ୍ର): ଖ୍ରୀଷ୍ଟ କଲେଜର ଉଦ୍ଭିଦ ବିଜ୍ଞାନ ବିଭାଗ ଓ ଓଡ଼ିଶା ବଟାନିକାଲ ସୋସାଇଟିର ମିଳିତ ଆନୁକୂଲ୍ୟରେ ଆଞ୍ଚଳିକ ପାଠଚକ୍ର ଅନୁଷ୍ଠିତ ହୋଇଯାଇଛି। ଅଧ୍ୟକ୍ଷ ମଧୁମିତା ଦାସ ପାଠଚକ୍ରକୁ ଉଦ୍‌ଘାଟନ କରିଥିଲେ। ପରିବେଶ ସୁରକ୍ଷା ଓ ଜୈବ ବିବିଧତା ସଂରକ୍ଷଣ ଉପରେ ଆଲୋଚନା କରାଯାଇଥିଲା। ଗବେଷକମାନେ ନିଜ ନିଜ ଗବେଷଣା ପତ୍ର ଉପସ୍ଥାପନ କରିଥିଲେ। ଅଧ୍ୟାପକ ଡ. ସଞ୍ଜିବ ବିଶ୍ୱାଳ ଧନ୍ୟବାଦ ଦେଇଥିଲେ। ଅଧ୍ୟାପିକା ନିବେଦିତା ନାୟକ ପ୍ରମୁଖ କାର୍ଯ୍ୟକ୍ରମ ପରିଚାଳନା କରିଥିଲେ।	[757, 1304, 1003, 1350]
